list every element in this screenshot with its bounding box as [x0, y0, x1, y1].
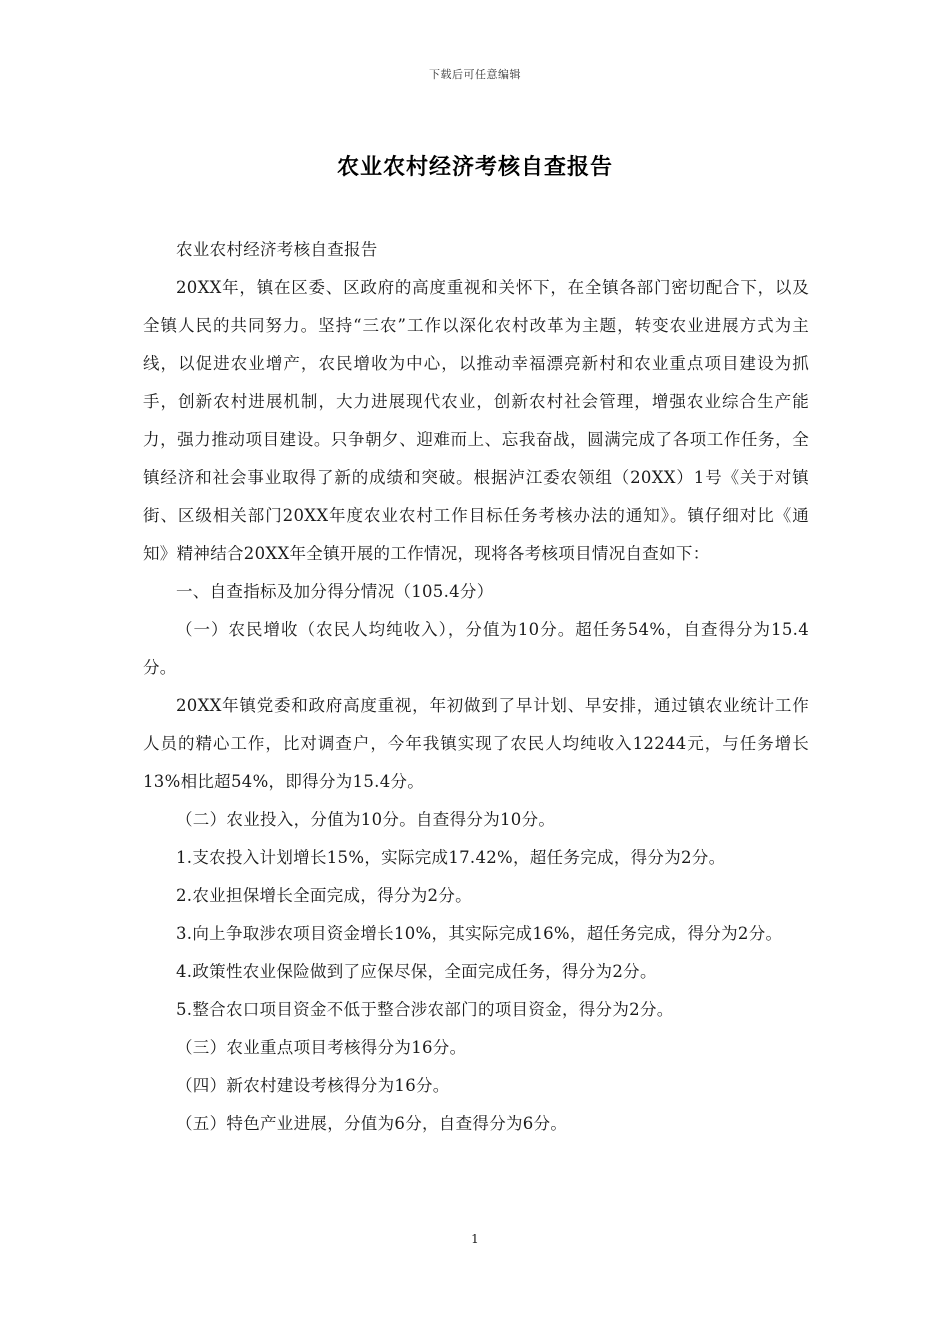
- paragraph-subitem-4: 4.政策性农业保险做到了应保尽保，全面完成任务，得分为2分。: [176, 962, 657, 981]
- paragraph-subitem-5: 5.整合农口项目资金不低于整合涉农部门的项目资金，得分为2分。: [176, 1000, 674, 1019]
- page-header-note: 下载后可任意编辑: [429, 68, 521, 81]
- paragraph-subtitle: 农业农村经济考核自查报告: [176, 240, 378, 259]
- paragraph-item-5: （五）特色产业进展，分值为6分，自查得分为6分。: [176, 1114, 568, 1133]
- paragraph-intro: 20XX年，镇在区委、区政府的高度重视和关怀下，在全镇各部门密切配合下，以及全镇人民的共同努力。坚持“三农”工作以深化农村改革为主题，转变农业进展方式为主线，以促进农业增产，农民增收为中心，以推动幸福漂亮新村和农业重点项目建设为抓手，创新农村进展机制，大力进展现代农业，创新农村社会管理，增强农业综合生产能力，强力推动项目建设。只争朝夕、迎难而上、忘我奋战，圆满完成了各项工作任务，全镇经济和社会事业取得了新的成绩和突破。根据泸江委农领组（20XX）1号《关于对镇街、区级相关部门20XX年度农业农村工作目标任务考核办法的通知》。镇仔细对比《通知》精神结合20XX年全镇开展的工作情况，现将各考核项目情况自查如下：: [143, 278, 809, 563]
- document-title: 农业农村经济考核自查报告: [336, 154, 613, 180]
- paragraph-item-2: （二）农业投入，分值为10分。自查得分为10分。: [176, 810, 556, 829]
- paragraph-item-4: （四）新农村建设考核得分为16分。: [176, 1076, 450, 1095]
- paragraph-subitem-3: 3.向上争取涉农项目资金增长10%，其实际完成16%，超任务完成，得分为2分。: [176, 924, 783, 943]
- paragraph-item-1: （一）农民增收（农民人均纯收入），分值为10分。超任务54%，自查得分为15.4分。: [143, 620, 809, 677]
- paragraph-subitem-1: 1.支农投入计划增长15%，实际完成17.42%，超任务完成，得分为2分。: [176, 848, 726, 867]
- paragraph-item-1-detail: 20XX年镇党委和政府高度重视，年初做到了早计划、早安排，通过镇农业统计工作人员的精心工作，比对调查户，今年我镇实现了农民人均纯收入12244元，与任务增长13%相比超54%，即得分为15.4分。: [143, 696, 809, 791]
- document-body: [143, 231, 809, 1143]
- paragraph-subitem-2: 2.农业担保增长全面完成，得分为2分。: [176, 886, 472, 905]
- page-number: 1: [471, 1232, 479, 1246]
- paragraph-item-3: （三）农业重点项目考核得分为16分。: [176, 1038, 467, 1057]
- paragraph-section-heading: 一、自查指标及加分得分情况（105.4分）: [176, 582, 494, 601]
